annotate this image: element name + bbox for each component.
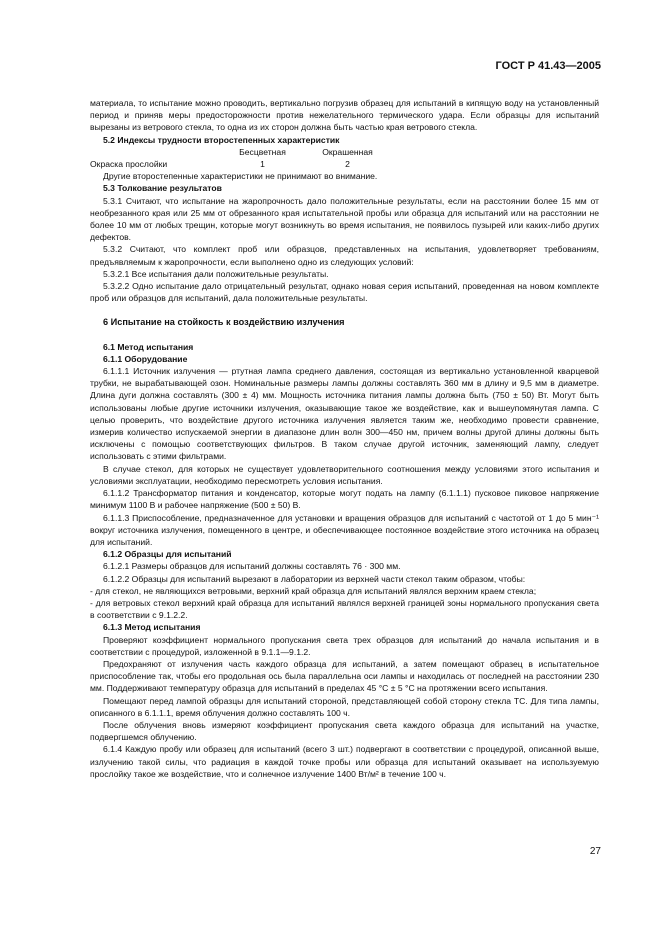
paragraph: 6.1.1.3 Приспособление, предназначенное для установки и вращения образцов для испытаний с частотой от 1 до 5 мин⁻¹ вокруг источника излучения, помещенного в центре, и обеспечивающее постоянное воздействие этого источника на образец для испытаний.	[90, 512, 599, 547]
table-row-label: Окраска прослойки	[90, 159, 168, 170]
section-heading-6-1-2: 6.1.2 Образцы для испытаний	[103, 549, 232, 560]
page-header: ГОСТ Р 41.43—2005	[495, 60, 601, 72]
paragraph: Другие второстепенные характеристики не принимают во внимание.	[103, 171, 378, 182]
paragraph: материала, то испытание можно проводить, вертикально погрузив образец для испытаний в кипящую воду на установленный период и приняв меры предосторожности против нежелательного термического удара. Если образцы для испытаний вырезаны из ветрового стекла, то одна из их сторон должна быть частью края ветрового стекла.	[90, 98, 599, 133]
paragraph: 5.3.2.1 Все испытания дали положительные результаты.	[103, 268, 329, 279]
list-item: - для ветровых стекол верхний край образца для испытаний являлся верхней границей зоны нормального пропускания света в соответствии с 9.1.2.2.	[90, 597, 599, 621]
paragraph: 5.3.2.2 Одно испытание дало отрицательный результат, однако новая серия испытаний, проведенная на новом комплекте проб или образцов для испытаний, дала положительные результаты.	[90, 281, 599, 304]
paragraph: 6.1.2.1 Размеры образцов для испытаний должны составлять 76 · 300 мм.	[103, 561, 401, 572]
page-content	[90, 97, 599, 780]
section-heading-6-1-1: 6.1.1 Оборудование	[103, 353, 188, 364]
table-col-colorless: Бесцветная	[239, 146, 286, 157]
section-heading-6-1-3: 6.1.3 Метод испытания	[103, 622, 201, 633]
section-heading-5-2: 5.2 Индексы трудности второстепенных характеристик	[103, 134, 340, 145]
paragraph: 5.3.1 Считают, что испытание на жаропрочность дало положительные результаты, если на расстоянии более 15 мм от необрезанного края или 25 мм от обрезанного края испытательной пробы или образца для испытаний или на расстоянии не более 10 мм от любых трещин, которые могут возникнуть во время испытания, не появилось пузырей или каких-либо других дефектов.	[90, 195, 599, 243]
table-cell: 2	[345, 159, 350, 170]
paragraph: Предохраняют от излучения часть каждого образца для испытаний, а затем помещают образец в испытательное приспособление так, чтобы его продольная ось была параллельна оси лампы и находилась от последней на расстоянии 230 мм. Поддерживают температуру образца для испытаний в пределах 45 °С ± 5 °С на протяжении всего испытания.	[90, 658, 599, 694]
table-row	[90, 158, 599, 170]
paragraph: Помещают перед лампой образцы для испытаний стороной, представляющей собой сторону стекла ТС. Для типа лампы, описанного в 6.1.1.1, время облучения должно составлять 100 ч.	[90, 695, 599, 718]
paragraph: 6.1.4 Каждую пробу или образец для испытаний (всего 3 шт.) подвергают в соответствии с процедурой, описанной выше, излучению такой силы, что радиация в каждой точке пробы или образца для испытаний оказывает на используемую прослойку такое же воздействие, что и солнечное излучение 1400 Вт/м² в течение 100 ч.	[90, 744, 599, 779]
section-heading-6-1: 6.1 Метод испытания	[103, 341, 194, 352]
paragraph: Проверяют коэффициент нормального пропускания света трех образцов для испытаний до начала испытания и в соответствии с процедурой, изложенной в 9.1.1—9.1.2.	[90, 634, 599, 657]
paragraph: 6.1.1.2 Трансформатор питания и конденсатор, которые могут подать на лампу (6.1.1.1) пусковое пиковое напряжение минимум 1100 В и рабочее напряжение (500 ± 50) В.	[90, 488, 599, 511]
characteristics-table	[90, 146, 599, 170]
table-header-row	[90, 146, 599, 158]
page-number: 27	[589, 846, 601, 857]
section-heading-5-3: 5.3 Толкование результатов	[103, 183, 222, 194]
section-heading-6: 6 Испытание на стойкость к воздействию излучения	[103, 317, 345, 328]
paragraph: В случае стекол, для которых не существует удовлетворительного соотношения между условиями этого испытания и условиями эксплуатации, необходимо пересмотреть условия испытания.	[90, 463, 599, 486]
paragraph: После облучения вновь измеряют коэффициент пропускания света каждого образца для испытаний на участке, подвергшемся облучению.	[90, 719, 599, 743]
list-item: - для стекол, не являющихся ветровыми, верхний край образца для испытаний являлся верхним краем стекла;	[90, 585, 537, 596]
table-col-tinted: Окрашенная	[322, 146, 373, 157]
table-cell: 1	[260, 159, 265, 170]
paragraph: 6.1.2.2 Образцы для испытаний вырезают в лаборатории из верхней части стекол таким образом, чтобы:	[103, 573, 526, 584]
paragraph: 5.3.2 Считают, что комплект проб или образцов, представленных на испытания, удовлетворяет требованиям, предъявляемым к жаропрочности, если выполнено одно из следующих условий:	[90, 244, 599, 267]
paragraph: 6.1.1.1 Источник излучения — ртутная лампа среднего давления, состоящая из вертикально установленной кварцевой трубки, не вырабатывающей озон. Номинальные размеры лампы должны составлять 360 мм в длину и 9,5 мм в диаметре. Длина дуги должна составлять (300 ± 4) мм. Мощность источника питания лампы должна быть (750 ± 50) Вт. Могут быть использованы любые другие источники излучения, оказывающие такое же воздействие, как и вышеупомянутая лампа. С целью проверить, что воздействие другого источника излучения является таким же, необходимо провести сравнение, измерив количество испускаемой энергии в диапазоне длин волн 300—450 нм, причем волны другой длины должны быть исключены с помощью соответствующих фильтров. В таком случае другой источник, заменяющий лампу, следует использовать с этими фильтрами.	[90, 366, 599, 462]
